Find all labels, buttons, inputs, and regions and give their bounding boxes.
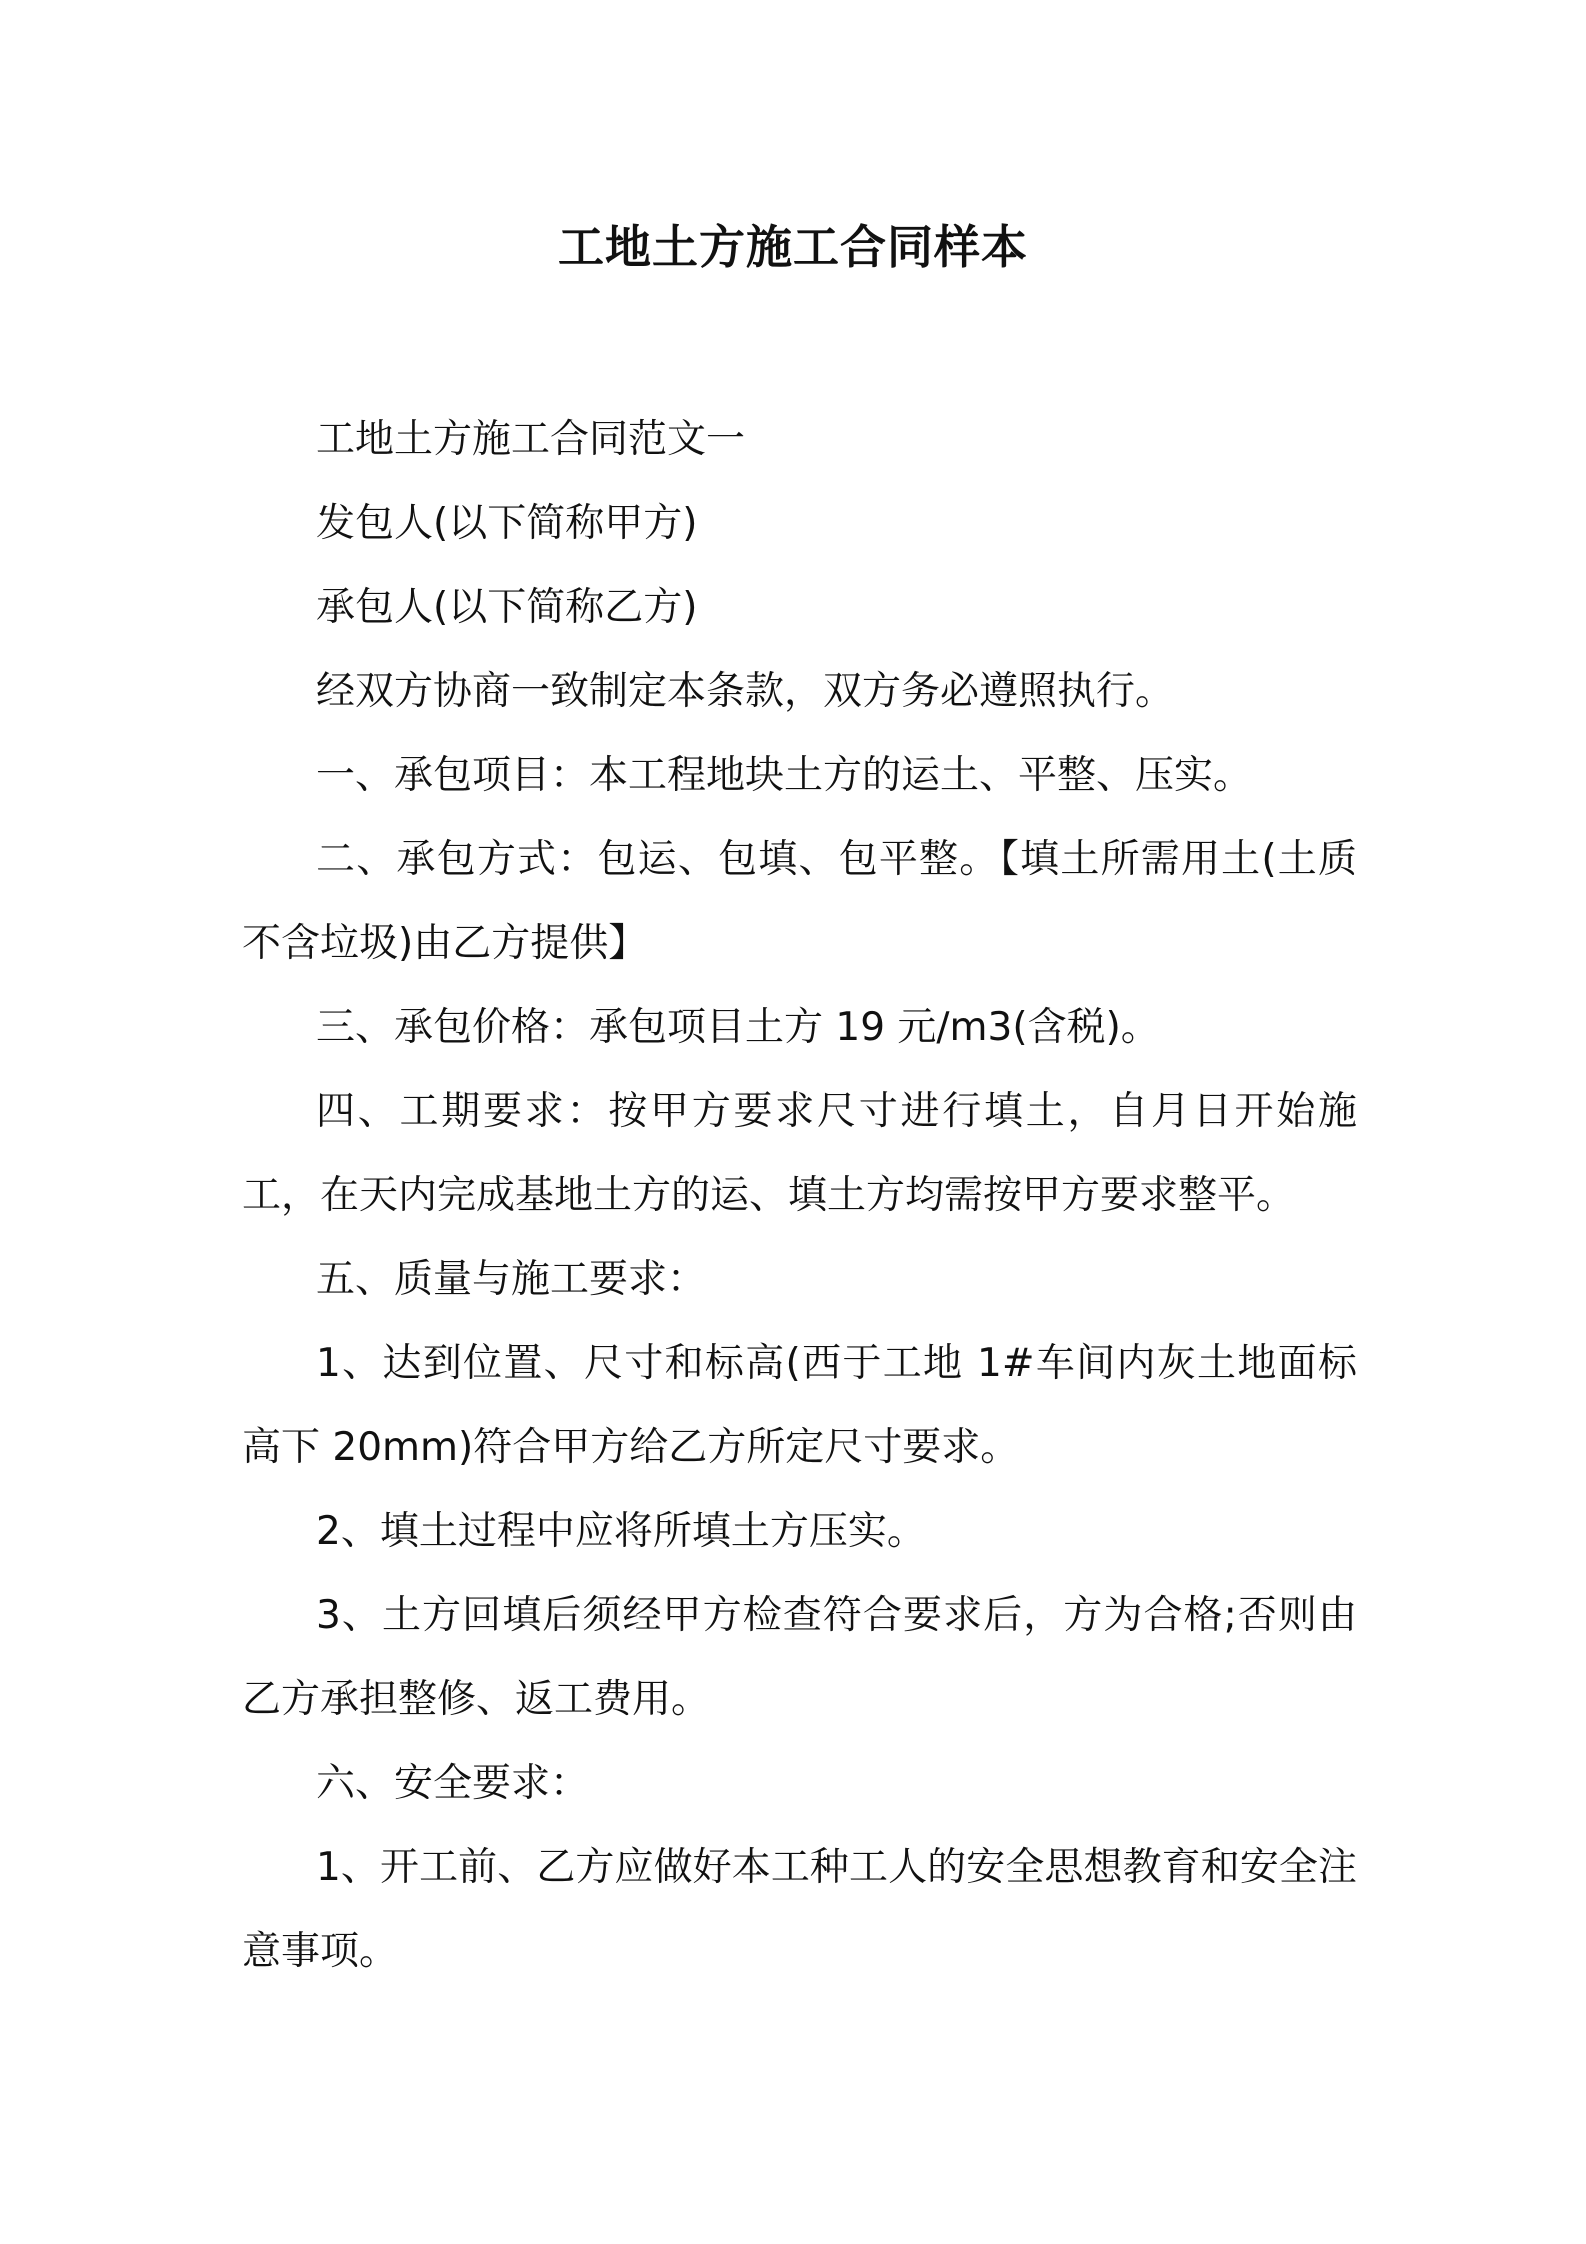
paragraph-clause-5: 五、质量与施工要求： [316,1257,707,1302]
document-title: 工地土方施工合同样本 [558,220,1028,274]
paragraph-clause-5-item-2: 2、填土过程中应将所填土方压实。 [316,1509,926,1554]
paragraph-clause-5-item-3: 3、土方回填后须经甲方检查符合要求后，方为合格;否则由乙方承担整修、返工费用。 [242,1593,1357,1722]
paragraph-clause-5-item-1: 1、达到位置、尺寸和标高(西于工地 1#车间内灰土地面标高下 20mm)符合甲方给乙方所定尺寸要求。 [242,1341,1357,1470]
document-body [242,398,1357,1994]
paragraph-clause-2: 二、承包方式：包运、包填、包平整。【填土所需用土(土质不含垃圾)由乙方提供】 [242,837,1357,966]
paragraph-clause-6-item-1: 1、开工前、乙方应做好本工种工人的安全思想教育和安全注意事项。 [242,1845,1357,1974]
paragraph-party-b: 承包人(以下简称乙方) [316,585,698,630]
paragraph-clause-1: 一、承包项目：本工程地块土方的运土、平整、压实。 [316,753,1253,798]
paragraph-heading: 工地土方施工合同范文一 [316,417,746,462]
paragraph-clause-6: 六、安全要求： [316,1761,590,1806]
paragraph-agreement: 经双方协商一致制定本条款，双方务必遵照执行。 [316,669,1175,714]
paragraph-party-a: 发包人(以下简称甲方) [316,501,698,546]
paragraph-clause-3: 三、承包价格：承包项目土方 19 元/m3(含税)。 [316,1005,1160,1050]
paragraph-clause-4: 四、工期要求：按甲方要求尺寸进行填土，自月日开始施工，在天内完成基地土方的运、填土方均需按甲方要求整平。 [242,1089,1357,1218]
